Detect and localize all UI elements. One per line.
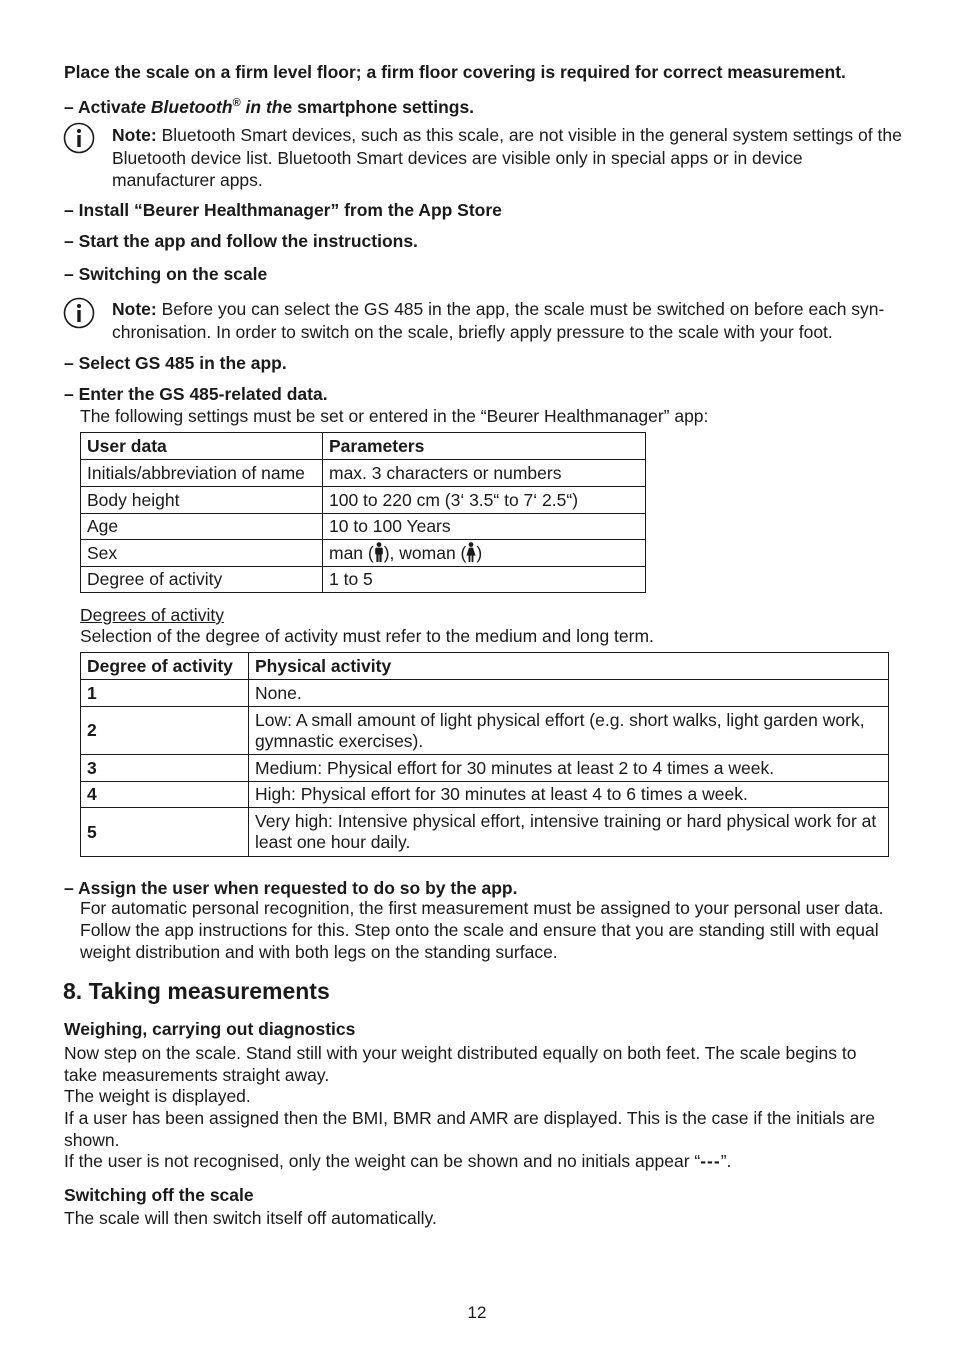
start-app-step: – Start the app and follow the instructions. (64, 231, 418, 251)
note-label: Note: (112, 125, 157, 145)
info-icon (63, 122, 95, 154)
section-heading: 8. Taking measurements (63, 978, 330, 1004)
info-icon (63, 297, 95, 329)
switch-on-step: – Switching on the scale (64, 264, 268, 284)
assign-user-text: For automatic personal recognition, the first measurement must be assigned to your personal user data. Follow the app instructions for this. Step onto the scale and ensure that you are standing still with equal weight distribution and with both legs on the standing surface. (80, 898, 884, 962)
subheading-switch-off: Switching off the scale (64, 1185, 254, 1205)
cell: 2 (81, 707, 249, 755)
bmi-paragraph: If a user has been assigned then the BMI, BMR and AMR are displayed. This is the case if the initials are shown. (64, 1108, 875, 1150)
cell: Initials/abbreviation of name (81, 460, 323, 487)
cell: 4 (81, 782, 249, 808)
enter-data-step: – Enter the GS 485-related data. (64, 384, 328, 404)
note-text: Before you can select the GS 485 in the app, the scale must be switched on before each syn-chronisation. In order to switch on the scale, briefly apply pressure to the scale with your foot. (112, 299, 885, 342)
cell: Age (81, 514, 323, 540)
table-row (81, 782, 889, 808)
cell: 3 (81, 755, 249, 782)
table-header-row (81, 653, 889, 680)
activate-bluetooth-italic: te Bluetooth (130, 96, 233, 117)
activity-table (80, 652, 889, 857)
note-label: Note: (112, 299, 157, 319)
cell: Degree of activity (81, 567, 323, 593)
cell: Very high: Intensive physical effort, intensive training or hard physical work for at least one hour daily. (249, 808, 889, 857)
sex-cell (323, 540, 646, 567)
cell: None. (249, 680, 889, 707)
table-row (81, 487, 646, 514)
table-row (81, 755, 889, 782)
activate-dash: – Activa (64, 96, 131, 117)
cell: Medium: Physical effort for 30 minutes at least 2 to 4 times a week. (249, 755, 889, 782)
weight-displayed-text: The weight is displayed. (64, 1086, 251, 1106)
cell: Low: A small amount of light physical effort (e.g. short walks, light garden work, gymnastic exercises). (249, 707, 889, 755)
install-step: – Install “Beurer Healthmanager” from the App Store (64, 200, 502, 220)
sex-end: ) (476, 543, 483, 563)
activate-in-the: in th (240, 96, 283, 117)
table-row (81, 514, 646, 540)
floor-instruction: Place the scale on a firm level floor; a firm floor covering is required for correct measurement. (64, 62, 846, 82)
cell: 1 to 5 (323, 567, 646, 593)
table-row (81, 680, 889, 707)
cell: 10 to 100 Years (323, 514, 646, 540)
not-recognised-post: ”. (720, 1151, 732, 1171)
weighing-paragraph: Now step on the scale. Stand still with your weight distributed equally on both feet. The scale begins to take measurements straight away. (64, 1043, 857, 1085)
switch-off-text: The scale will then switch itself off automatically. (64, 1208, 437, 1228)
note-text: Bluetooth Smart devices, such as this scale, are not visible in the general system settings of the Bluetooth device list. Bluetooth Smart devices are visible only in special apps or in device manufacturer apps. (112, 125, 902, 190)
sex-woman-label: ), woman ( (383, 543, 467, 563)
user-data-table (80, 432, 646, 593)
table-row (81, 707, 889, 755)
activate-rest: e smartphone settings. (282, 96, 475, 117)
subheading-weighing: Weighing, carrying out diagnostics (64, 1019, 356, 1039)
note-bluetooth-smart (112, 124, 902, 192)
page-number: 12 (467, 1303, 487, 1322)
table-row (81, 567, 646, 593)
assign-user-step: – Assign the user when requested to do so by the app. (64, 878, 518, 898)
select-device-step: – Select GS 485 in the app. (64, 353, 287, 373)
table-header-row (81, 433, 646, 460)
note-switch-on (112, 298, 902, 343)
not-recognised-text (64, 1151, 894, 1173)
woman-icon (466, 542, 476, 562)
not-recognised-pre: If the user is not recognised, only the weight can be shown and no initials appear “ (64, 1151, 701, 1171)
cell: 100 to 220 cm (3‘ 3.5“ to 7‘ 2.5“) (323, 487, 646, 514)
enter-data-subtext: The following settings must be set or entered in the “Beurer Healthmanager” app: (80, 406, 709, 426)
sex-man-label: man ( (329, 543, 374, 563)
activate-bluetooth-step (64, 92, 894, 118)
table-row (81, 460, 646, 487)
degrees-title: Degrees of activity (80, 605, 224, 625)
no-initials-dashes: --- (700, 1151, 721, 1171)
degrees-subtitle: Selection of the degree of activity must refer to the medium and long term. (80, 626, 654, 646)
column-header: User data (81, 433, 323, 460)
cell: Sex (81, 540, 323, 567)
column-header: Physical activity (249, 653, 889, 680)
table-row (81, 540, 646, 567)
column-header: Parameters (323, 433, 646, 460)
cell: 1 (81, 680, 249, 707)
cell: High: Physical effort for 30 minutes at least 4 to 6 times a week. (249, 782, 889, 808)
column-header: Degree of activity (81, 653, 249, 680)
cell: 5 (81, 808, 249, 857)
cell: Body height (81, 487, 323, 514)
man-icon (374, 542, 384, 562)
table-row (81, 808, 889, 857)
registered-mark: ® (232, 97, 241, 109)
cell: max. 3 characters or numbers (323, 460, 646, 487)
